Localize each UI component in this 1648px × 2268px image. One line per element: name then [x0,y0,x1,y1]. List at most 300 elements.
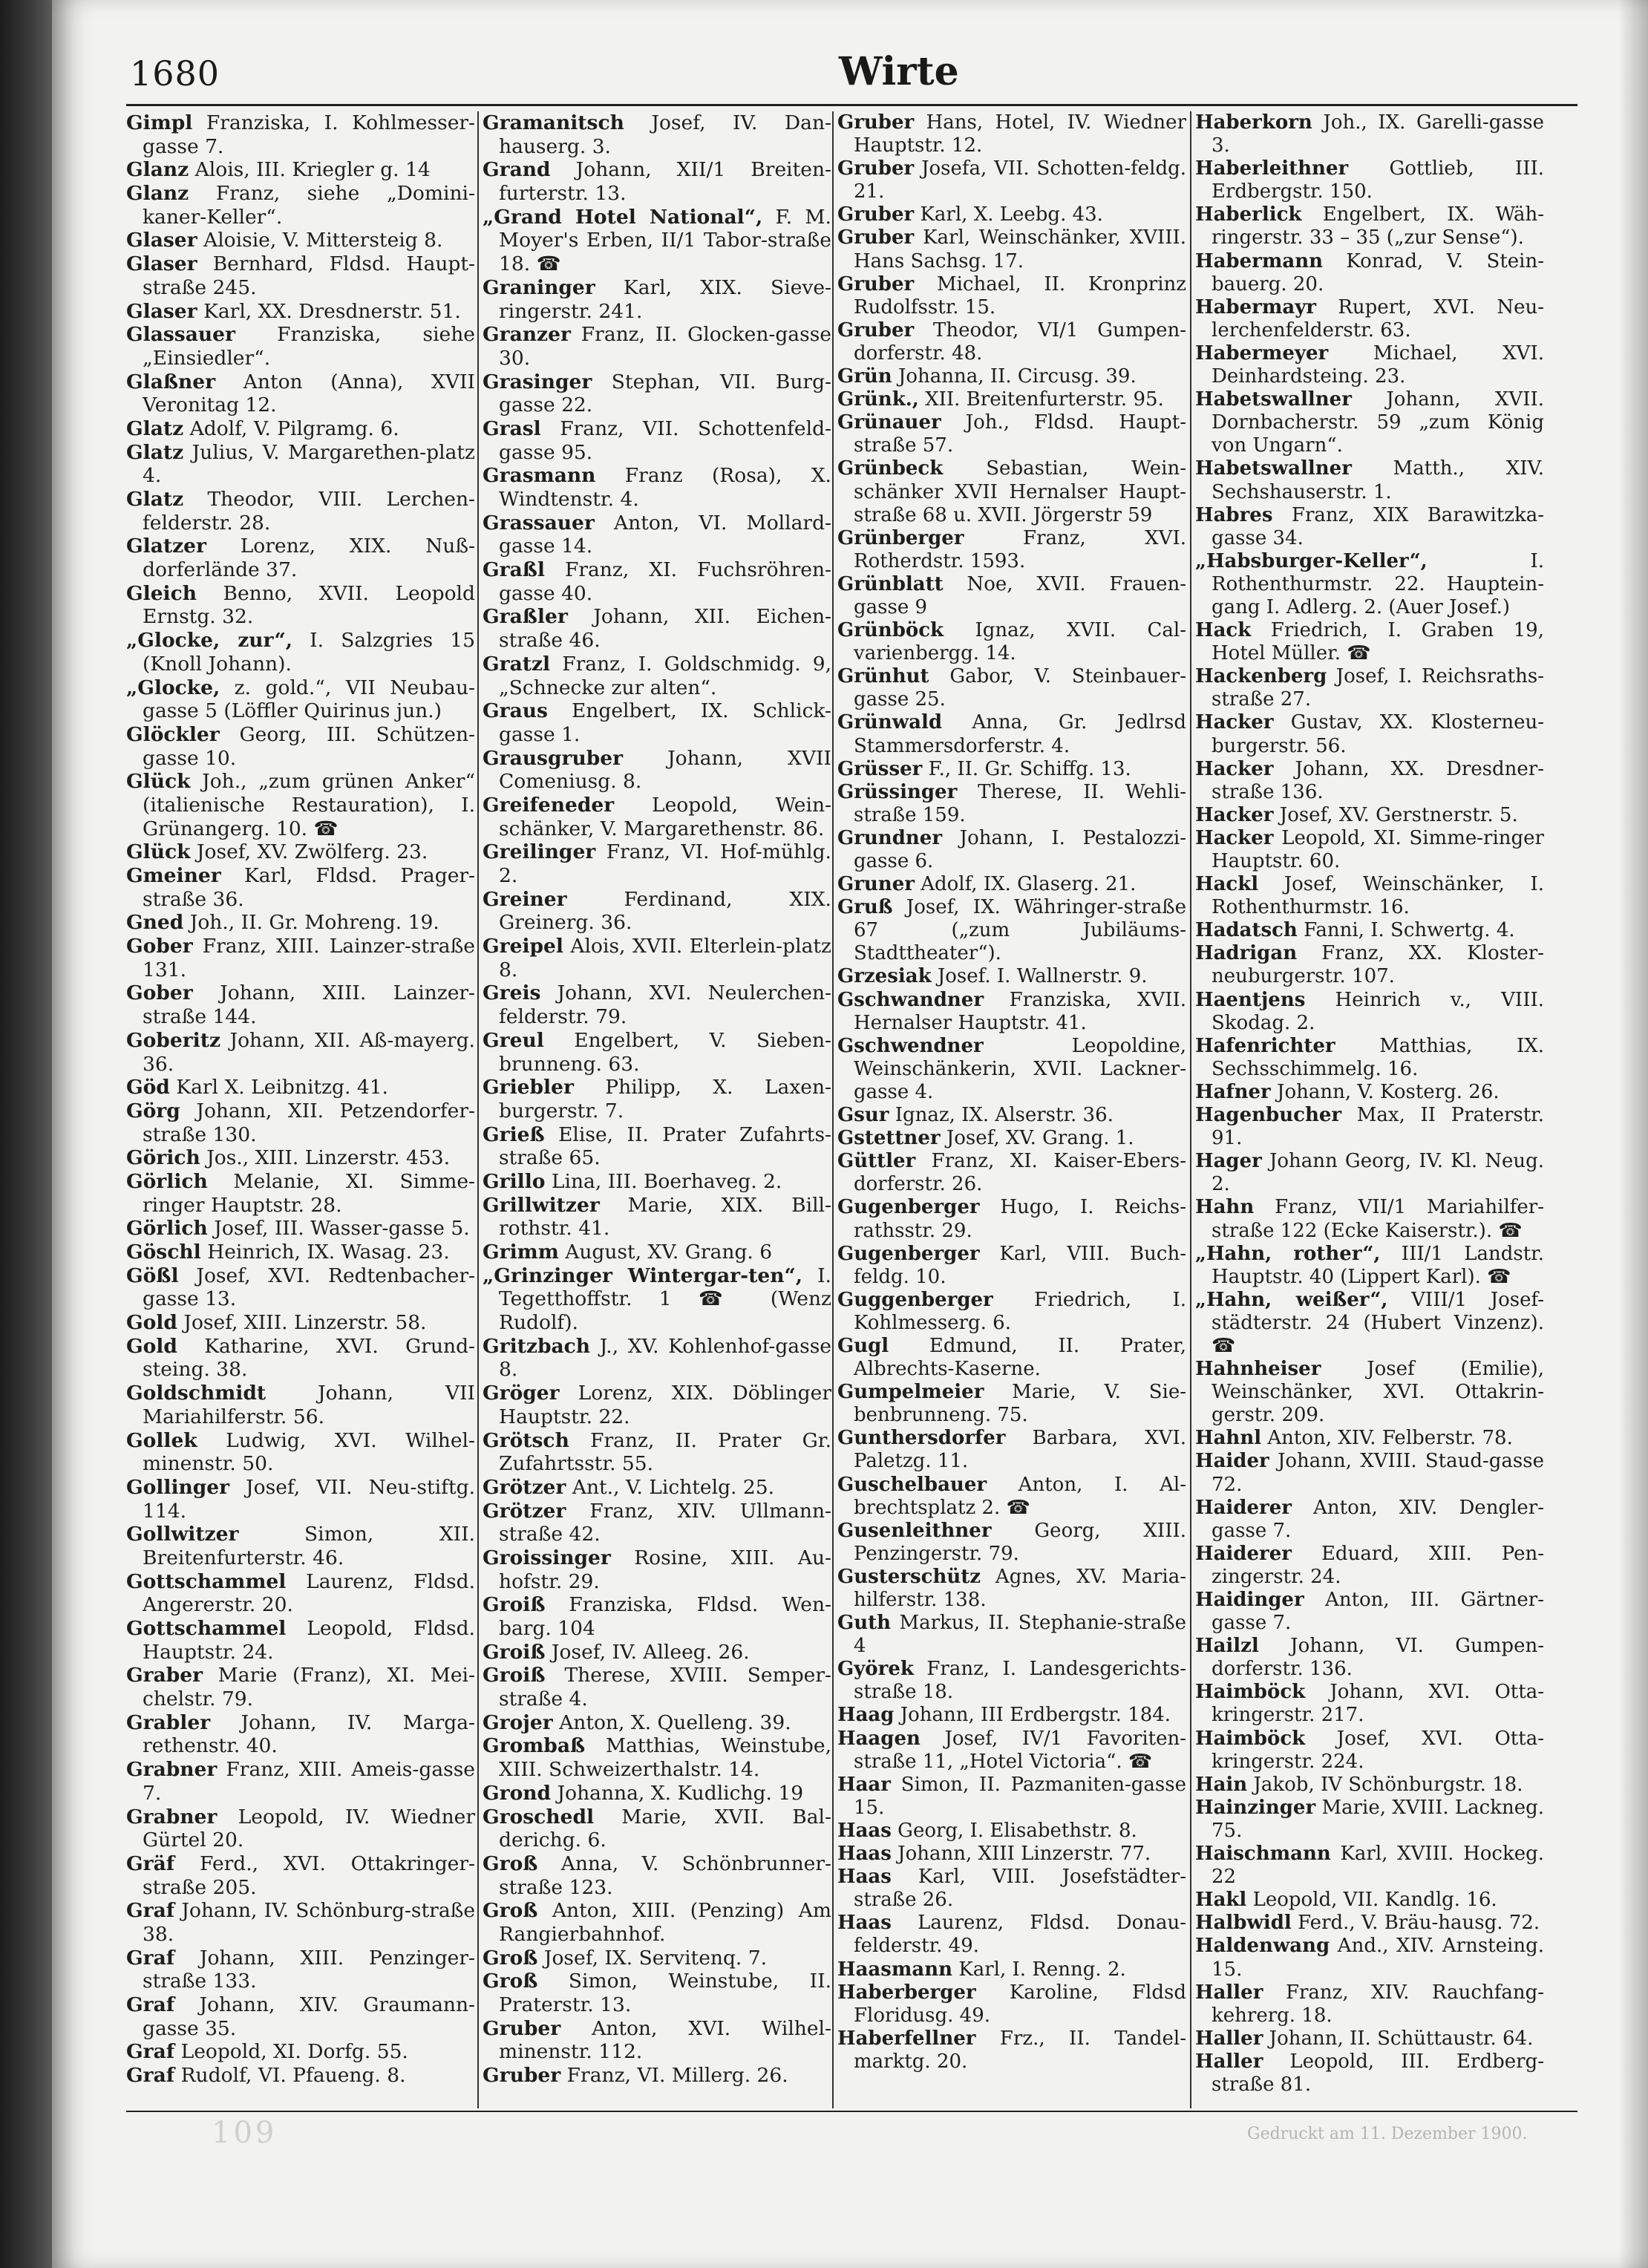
entry-details: I. Salzgries 15 (Knoll Johann). [143,629,475,676]
entry-details: Karl X. Leibnitzg. 41. [176,1076,388,1099]
entry-details: Franziska, Fldsd. Wen-barg. 104 [499,1593,831,1640]
entry-name: Haag [837,1704,895,1727]
entry-details: Josef, Weinschänker, I. Rothenthurmstr. 16. [1212,873,1544,919]
directory-entry [1195,758,1544,804]
column-divider [1190,111,1191,2108]
entry-name: Göschl [126,1241,201,1264]
directory-entry [837,411,1186,457]
entry-name: Haberfellner [837,2027,976,2050]
entry-name: Grüsser [837,757,923,780]
entry-name: Hacker [1195,757,1274,780]
entry-details: Josef, I. Reichsraths-straße 27. [1212,665,1544,711]
directory-entry [837,781,1186,827]
directory-entry [1195,1104,1544,1150]
entry-details: Georg, I. Elisabethstr. 8. [897,1819,1137,1842]
entry-name: Gruß [837,896,893,919]
entry-details: Karl, XX. Dresdnerstr. 51. [203,299,461,323]
entry-name: Glöckler [126,722,220,746]
directory-entry [1195,1150,1544,1196]
entry-name: Grausgruber [483,746,624,770]
directory-entry [1195,619,1544,665]
directory-entry [126,676,475,723]
entry-name: Glatz [126,440,184,464]
directory-entry [837,1520,1186,1566]
entry-details: Joh., Fldsd. Haupt-straße 57. [854,411,1186,457]
entry-name: „Grinzinger Wintergar-ten“, [483,1264,802,1287]
directory-entry [837,665,1186,711]
directory-entry [1195,457,1544,503]
entry-name: Gimpl [126,111,193,134]
entry-details: Anton, XIV. Felberstr. 78. [1267,1427,1513,1450]
directory-entry [126,840,475,864]
entry-details: August, XV. Grang. 6 [565,1241,773,1264]
directory-entry [1195,1774,1544,1797]
entry-details: Franz, XIV. Ullmann-straße 42. [499,1499,831,1546]
entry-name: Gruner [837,873,915,896]
directory-entry [126,417,475,441]
entry-name: Grünk., [837,388,919,411]
entry-name: Grötzer [483,1499,566,1523]
entry-name: Guschelbauer [837,1473,987,1496]
directory-entry [126,1664,475,1710]
entry-details: Karl, XVIII. Hockeg. 22 [1212,1843,1545,1889]
entry-name: Greipel [483,935,563,958]
entry-details: Hans, Hotel, IV. Wiedner Hauptstr. 12. [854,111,1186,157]
entry-details: Friedrich, I. Kohlmesserg. 6. [854,1288,1186,1334]
entry-name: Glück [126,840,191,864]
entry-details: Johann, XVII. Dornbacherstr. 59 „zum König von Ungarn“. [1212,388,1544,457]
directory-entry [126,1523,475,1569]
entry-details: Marie, V. Sie-benbrunneng. 75. [854,1381,1186,1427]
entry-name: Gsur [837,1104,889,1127]
directory-entry [837,388,1186,411]
directory-entry [483,370,831,417]
directory-entry [483,1734,831,1781]
directory-entry [483,111,831,158]
entry-details: Benno, XVII. Leopold Ernstg. 32. [143,581,475,629]
entry-details: Johann, XIII. Penzinger-straße 133. [143,1946,475,1993]
entry-details: Heinrich, IX. Wasag. 23. [207,1241,450,1264]
entry-name: Gold [126,1311,177,1335]
entry-details: Johanna, II. Circusg. 39. [897,365,1137,388]
entry-name: Gugenberger [837,1196,980,1219]
page-number: 1680 [130,53,220,94]
directory-entry [483,323,831,370]
directory-entry [126,370,475,417]
directory-entry [837,2027,1186,2073]
entry-name: Hainzinger [1195,1796,1316,1819]
directory-entry [126,1805,475,1852]
directory-entry [126,1146,475,1170]
directory-entry [837,1958,1186,1981]
entry-name: Haldenwang [1195,1935,1330,1958]
directory-entry [483,1852,831,1899]
directory-entry [837,711,1186,757]
entry-name: Grünblatt [837,572,944,595]
entry-details: Franz, siehe „Domini-kaner-Keller“. [143,182,475,229]
entry-details: Georg, III. Schützen-gasse 10. [143,722,475,770]
entry-name: Grün [837,365,892,388]
entry-details: Ferdinand, XIX. Greinerg. 36. [499,887,831,935]
entry-details: Sebastian, Wein-schänker XVII Hernalser Haupt-straße 68 u. XVII. Jörgerstr 59 [854,457,1187,526]
directory-entry [483,747,831,794]
entry-name: Haidinger [1195,1589,1304,1611]
directory-entry [483,1664,831,1710]
directory-entry [126,252,475,299]
directory-entry [126,1029,475,1076]
entry-name: Haiderer [1195,1542,1292,1565]
entry-name: Hacker [1195,803,1274,826]
directory-entry [126,323,475,370]
entry-details: Karl, Fldsd. Prager-straße 36. [143,864,475,911]
directory-entry [1195,504,1544,550]
entry-name: Glaser [126,299,197,323]
entry-name: Graßl [483,558,545,582]
directory-entry [126,1170,475,1217]
entry-details: XII. Breitenfurterstr. 95. [925,388,1164,411]
entry-name: Hackl [1195,873,1259,896]
entry-details: Johann, XVIII. Staud-gasse 72. [1212,1450,1545,1496]
entry-name: Grabler [126,1710,211,1734]
directory-entry [1195,827,1544,873]
entry-details: Leopold, IV. Wiedner Gürtel 20. [143,1805,475,1852]
entry-name: Haas [837,1912,892,1935]
directory-entry [837,873,1186,896]
entry-details: Karl, Weinschänker, XVIII. Hans Sachsg. 17. [854,226,1187,272]
entry-details: Leopoldine, Weinschänkerin, XVII. Lackner-gasse 4. [854,1034,1186,1103]
directory-entry [837,1912,1186,1958]
entry-details: Leopold, Wein-schänker, V. Margarethenstr. 86. [499,793,831,840]
entry-details: Karl, VIII. Josefstädter-straße 26. [854,1866,1186,1912]
directory-entry [837,619,1186,665]
directory-entry [126,229,475,252]
directory-entry [1195,2027,1544,2050]
entry-details: Theodor, VIII. Lerchen-felderstr. 28. [143,488,475,535]
entry-details: Johann, IV. Schönburg-straße 38. [143,1899,475,1946]
entry-details: Michael, XVI. Deinhardsteing. 23. [1212,341,1544,388]
entry-details: Josef, IV/1 Favoriten-straße 11, „Hotel Victoria“. ☎ [854,1727,1187,1773]
entry-details: Karl, X. Leebg. 43. [920,203,1103,226]
directory-entry [126,723,475,770]
directory-entry [483,464,831,511]
entry-name: Hahnl [1195,1427,1262,1450]
entry-name: Haischmann [1195,1843,1331,1866]
directory-entry [837,758,1186,781]
directory-entry [1195,203,1544,249]
entry-details: Franz, I. Landesgerichts-straße 18. [854,1658,1186,1704]
entry-name: Greifeneder [483,793,615,817]
entry-name: Groiß [483,1640,546,1664]
directory-entry [1195,1543,1544,1589]
directory-entry [837,1150,1186,1196]
entry-name: „Grand Hotel National“, [483,205,763,229]
entry-details: Josef, XV. Gerstnerstr. 5. [1279,803,1518,826]
entry-details: Josef, IX. Währinger-straße 67 („zum Jubiläums-Stadttheater“). [854,896,1186,965]
directory-entry [837,527,1186,573]
directory-entry [483,1899,831,1946]
entry-details: Konrad, V. Stein-bauerg. 20. [1212,249,1545,295]
entry-name: Görlich [126,1217,208,1241]
entry-name: „Glocke, [126,676,220,699]
directory-entry [837,573,1186,619]
directory-entry [126,1899,475,1946]
entry-details: Anton, XVI. Wilhel-minenstr. 112. [499,2016,831,2064]
directory-entry [837,1658,1186,1704]
entry-details: Johann Georg, IV. Kl. Neug. 2. [1212,1150,1545,1196]
directory-entry [483,840,831,887]
entry-details: Joh., IX. Garelli-gasse 3. [1212,111,1544,157]
directory-entry [837,1566,1186,1612]
entry-name: Glatz [126,488,184,511]
directory-entry [1195,919,1544,942]
entry-name: Hakl [1195,1889,1247,1912]
entry-name: Grasinger [483,370,592,393]
entry-name: Gratzl [483,652,551,676]
directory-entry [483,1123,831,1170]
entry-details: Johann, XII/1 Breiten-furterstr. 13. [499,158,831,206]
entry-details: Friedrich, I. Graben 19, Hotel Müller. ☎ [1212,619,1544,665]
entry-details: Bernhard, Fldsd. Haupt-straße 245. [143,252,475,299]
entry-name: Gruber [837,157,915,180]
entry-name: Haiderer [1195,1496,1292,1519]
entry-details: Frz., II. Tandel-marktg. 20. [854,2027,1187,2073]
column-1 [126,111,475,2108]
directory-entry [837,1035,1186,1104]
directory-entry [483,1970,831,2016]
directory-entry [1195,1889,1544,1912]
entry-name: Haberlick [1195,203,1302,226]
entry-name: Groß [483,1852,538,1875]
directory-entry [1195,1196,1544,1242]
entry-name: Göd [126,1076,170,1099]
directory-entry [1195,1289,1544,1358]
entry-details: Aloisie, V. Mittersteig 8. [203,229,443,252]
entry-details: Franz, XX. Kloster-neuburgerstr. 107. [1212,942,1544,988]
entry-name: Haas [837,1866,892,1889]
entry-name: Grieß [483,1122,545,1146]
entry-details: Marie (Franz), XI. Mei-chelstr. 79. [143,1664,475,1711]
directory-entry [1195,1912,1544,1935]
entry-name: Graber [126,1664,203,1687]
entry-name: Grojer [483,1710,553,1734]
entry-name: Hadatsch [1195,919,1298,942]
entry-name: Hagenbucher [1195,1104,1342,1127]
entry-details: Marie, XVII. Bal-derichg. 6. [499,1805,831,1852]
entry-details: Josef, XV. Zwölferg. 23. [196,840,428,864]
directory-entry [126,629,475,676]
entry-details: Markus, II. Stephanie-straße 4 [854,1612,1186,1658]
directory-entry [837,457,1186,526]
entry-details: Eduard, XIII. Pen-zingerstr. 24. [1212,1542,1544,1588]
directory-entry [483,1805,831,1852]
directory-entry [837,827,1186,873]
entry-name: Gober [126,981,193,1005]
entry-name: Gugenberger [837,1242,980,1265]
entry-name: Grünhut [837,665,929,688]
entry-name: „Hahn, rother“, [1195,1242,1381,1265]
directory-entry [1195,1635,1544,1681]
entry-name: Habetswallner [1195,388,1352,411]
entry-details: Hugo, I. Reichs-rathsstr. 29. [854,1196,1186,1242]
entry-name: Gruber [837,226,915,249]
directory-entry [483,1593,831,1640]
entry-details: Laurenz, Fldsd. Donau-felderstr. 49. [854,1912,1187,1958]
entry-name: Gruber [483,2064,561,2088]
directory-entry [483,1476,831,1500]
directory-entry [1195,1935,1544,1981]
directory-entry [483,1782,831,1805]
entry-name: Goberitz [126,1028,221,1052]
entry-name: Greilinger [483,840,596,864]
directory-entry [1195,1497,1544,1543]
entry-name: Gumpelmeier [837,1381,984,1404]
directory-entry [483,2064,831,2088]
directory-entry [126,1570,475,1617]
directory-entry [126,1076,475,1099]
entry-name: Grasl [483,416,541,440]
entry-details: Josef, IX. Servitenq. 7. [543,1946,768,1970]
entry-details: Johann, IV. Marga-rethenstr. 40. [143,1710,475,1758]
entry-name: „Habsburger-Keller“, [1195,549,1428,572]
entry-name: Haasmann [837,1958,953,1981]
directory-entry [126,1758,475,1805]
directory-entry [1195,550,1544,619]
entry-name: Guggenberger [837,1288,993,1311]
print-date-note: Gedruckt am 11. Dezember 1900. [1247,2125,1528,2143]
directory-entry [483,1076,831,1122]
entry-details: Anna, Gr. Jedlrsd Stammersdorferstr. 4. [854,711,1186,757]
directory-entry [483,1194,831,1241]
entry-details: Leopold, XI. Dorfg. 55. [180,2040,408,2064]
directory-entry [1195,989,1544,1035]
entry-details: Franz, VI. Hof-mühlg. 2. [499,840,831,887]
entry-name: Grünbeck [837,457,944,480]
entry-details: Anton, VI. Mollard-gasse 14. [499,511,831,558]
entry-details: Josef, IV. Dan-hauserg. 3. [499,111,831,158]
column-4 [1195,111,1544,2108]
directory-entry [483,605,831,652]
entry-name: Gleich [126,581,197,605]
entry-details: Johann, XIV. Graumann-gasse 35. [143,1993,475,2040]
directory-entry [837,896,1186,965]
directory-entry [837,1774,1186,1820]
entry-name: Hacker [1195,711,1274,734]
column-2 [483,111,831,2108]
directory-entry [483,1170,831,1194]
entry-details: Leopold, XI. Simme-ringer Hauptstr. 60. [1212,826,1544,872]
entry-details: Johann, I. Pestalozzi-gasse 6. [854,826,1186,872]
entry-name: Greiner [483,887,567,911]
directory-entry [126,1476,475,1523]
entry-details: Franziska, XVII. Hernalser Hauptstr. 41. [854,988,1186,1034]
entry-details: Franziska, I. Kohlmesser-gasse 7. [143,111,475,158]
entry-details: Engelbert, IX. Schlick-gasse 1. [499,699,831,746]
entry-details: Johann, V. Kosterg. 26. [1277,1080,1500,1103]
entry-name: Gollinger [126,1475,230,1499]
entry-details: Lorenz, XIX. Nuß-dorferlände 37. [143,535,475,582]
entry-details: Stephan, VII. Burg-gasse 22. [499,370,831,417]
directory-entry [483,1029,831,1076]
entry-name: Haimböck [1195,1681,1306,1704]
entry-name: Glaser [126,229,197,252]
entry-name: Groß [483,1899,538,1923]
column-divider [832,111,834,2108]
entry-details: Johann, III Erdbergstr. 184. [900,1704,1171,1727]
directory-entry [1195,250,1544,296]
entry-details: Rudolf, VI. Pfaueng. 8. [180,2064,406,2088]
entry-name: Glatz [126,416,184,440]
entry-name: Haller [1195,2027,1263,2050]
entry-details: Josef, IV. Alleeg. 26. [551,1640,750,1664]
entry-name: Gößl [126,1264,179,1287]
entry-details: I. Rothenthurmstr. 22. Hauptein-gang I. Adlerg. 2. (Auer Josef.) [1212,549,1544,618]
directory-entry [126,158,475,182]
directory-entry [126,1311,475,1335]
entry-details: Franz, VI. Millerg. 26. [566,2064,788,2088]
entry-details: Max, II Praterstr. 91. [1212,1104,1545,1150]
entry-name: Grüssinger [837,780,958,803]
directory-entry [483,1947,831,1970]
directory-entry [837,1127,1186,1150]
directory-entry [837,111,1186,157]
entry-details: Lorenz, XIX. Döblinger Hauptstr. 22. [499,1382,831,1428]
entry-name: Haller [1195,2050,1263,2073]
entry-name: Haberleithner [1195,157,1349,180]
entry-name: Glaßner [126,370,216,393]
directory-entry [483,558,831,605]
directory-entry [837,319,1186,365]
entry-details: Philipp, X. Laxen-burgerstr. 7. [499,1076,831,1122]
directory-entry [126,300,475,324]
entry-name: Graf [126,2064,175,2088]
entry-details: Theodor, VI/1 Gumpen-dorferstr. 48. [854,318,1186,365]
entry-name: Haberberger [837,1981,976,2004]
entry-name: Gugl [837,1334,889,1357]
entry-details: III/1 Landstr. Hauptstr. 40 (Lippert Karl). ☎ [1212,1242,1544,1288]
directory-entry [126,1429,475,1476]
directory-entry [1195,1358,1544,1427]
entry-name: Gold [126,1334,177,1358]
entry-name: Grötsch [483,1428,569,1452]
header-rule [126,104,1577,106]
entry-name: Graf [126,1946,175,1970]
entry-details: Elise, II. Prater Zufahrts-straße 65. [499,1122,831,1170]
entry-name: Gstettner [837,1127,941,1150]
directory-entry [1195,1450,1544,1496]
directory-entry [1195,296,1544,342]
directory-entry [483,1500,831,1546]
entry-details: Alois, III. Kriegler g. 14 [194,158,431,182]
book-spine [0,0,52,2268]
entry-name: Graf [126,1993,175,2016]
entry-name: Gschwandner [837,988,984,1011]
directory-entry [837,1843,1186,1866]
directory-entry [126,1617,475,1664]
directory-entry [126,2040,475,2064]
entry-name: Grimm [483,1241,559,1264]
entry-name: Hager [1195,1150,1262,1173]
entry-details: Karl, VIII. Buch-feldg. 10. [854,1242,1187,1288]
entry-details: Johann, XII. Petzendorfer-straße 130. [143,1099,475,1146]
entry-name: Habermayr [1195,295,1316,318]
directory-entry [1195,1843,1544,1889]
entry-details: Ignaz, IX. Alserstr. 36. [895,1104,1114,1127]
entry-details: Fanni, I. Schwertg. 4. [1304,919,1515,942]
entry-name: Groß [483,1946,538,1970]
entry-name: Gruber [837,111,915,134]
entry-details: Gustav, XX. Klosterneu-burgerstr. 56. [1212,711,1544,757]
entry-name: Güttler [837,1150,916,1173]
